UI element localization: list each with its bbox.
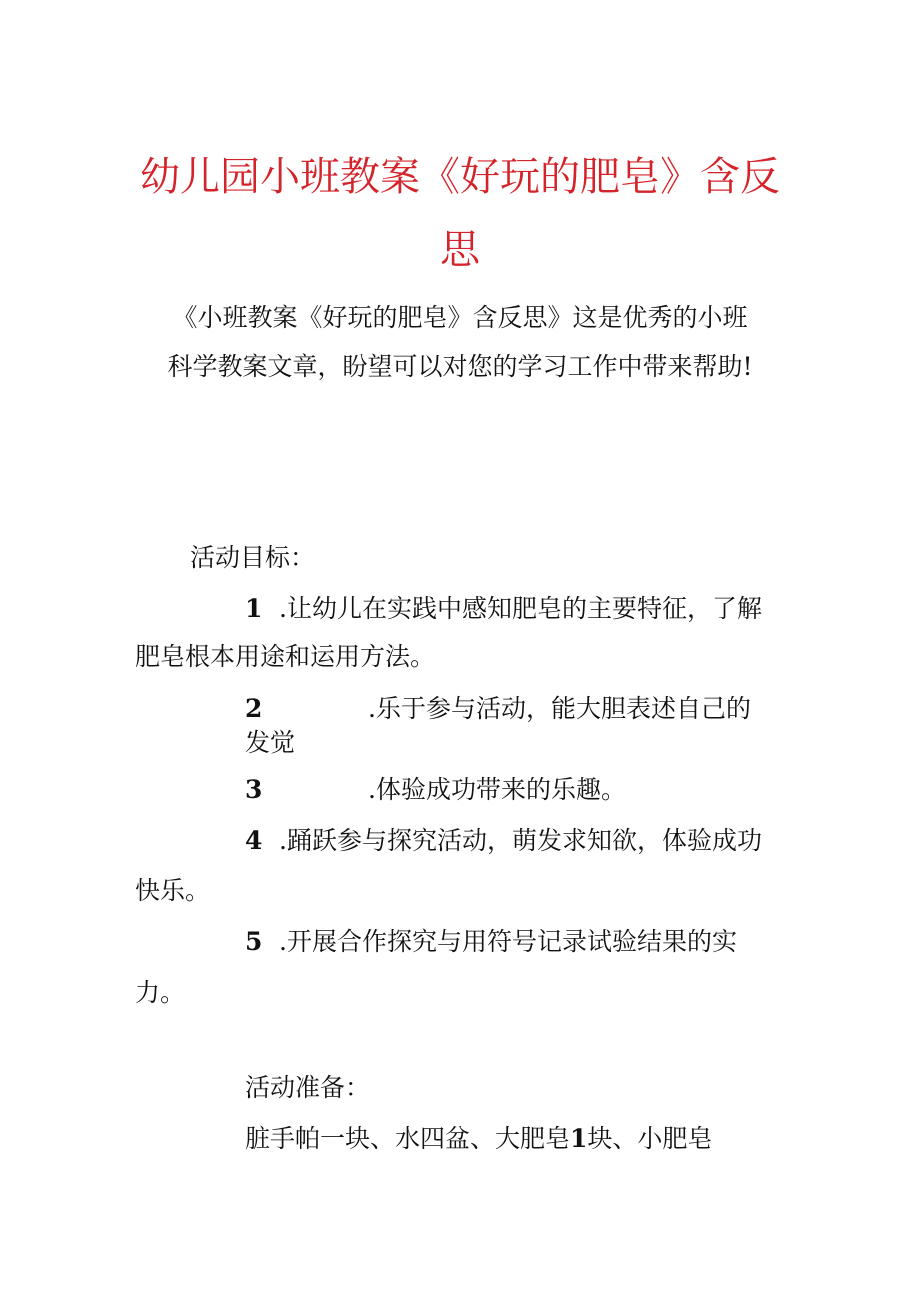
objective-item-5-continuation: 力。 [135, 978, 186, 1007]
objective-text: .踊跃参与探究活动，萌发求知欲，体验成功 [279, 826, 762, 855]
objective-item-2-continuation: 发觉 [245, 728, 296, 757]
objective-text: .体验成功带来的乐趣。 [368, 775, 626, 804]
objective-text: .开展合作探究与用符号记录试验结果的实 [279, 927, 737, 956]
objective-item-4 [245, 826, 762, 856]
preparation-heading: 活动准备： [245, 1073, 371, 1102]
materials-text-b: 块、小肥皂 [587, 1124, 713, 1153]
document-title-line-1: 幼儿园小班教案《好玩的肥皂》含反 [140, 154, 780, 200]
objective-text: .让幼儿在实践中感知肥皂的主要特征，了解 [279, 594, 762, 623]
objective-text: .乐于参与活动，能大胆表述自己的 [368, 694, 751, 723]
objective-number: 3 [245, 775, 263, 804]
objective-number: 2 [245, 694, 263, 723]
intro-line-2: 科学教案文章，盼望可以对您的学习工作中带来帮助! [167, 352, 753, 381]
objective-item-4-continuation: 快乐。 [135, 876, 211, 905]
document-title-line-2: 思 [440, 227, 480, 273]
objective-number: 1 [245, 594, 263, 623]
objective-item-3 [245, 775, 626, 805]
materials-quantity: 1 [570, 1124, 588, 1153]
objective-number: 4 [245, 826, 263, 855]
objective-number: 5 [245, 927, 263, 956]
objective-item-2 [245, 694, 751, 724]
objective-item-5 [245, 927, 737, 957]
preparation-materials [245, 1124, 712, 1154]
objective-item-1 [245, 594, 762, 624]
materials-text-a: 脏手帕一块、水四盆、大肥皂 [245, 1124, 571, 1153]
objective-item-1-continuation: 肥皂根本用途和运用方法。 [135, 642, 436, 671]
objectives-heading: 活动目标： [190, 543, 316, 572]
intro-line-1: 《小班教案《好玩的肥皂》含反思》这是优秀的小班 [172, 303, 748, 332]
